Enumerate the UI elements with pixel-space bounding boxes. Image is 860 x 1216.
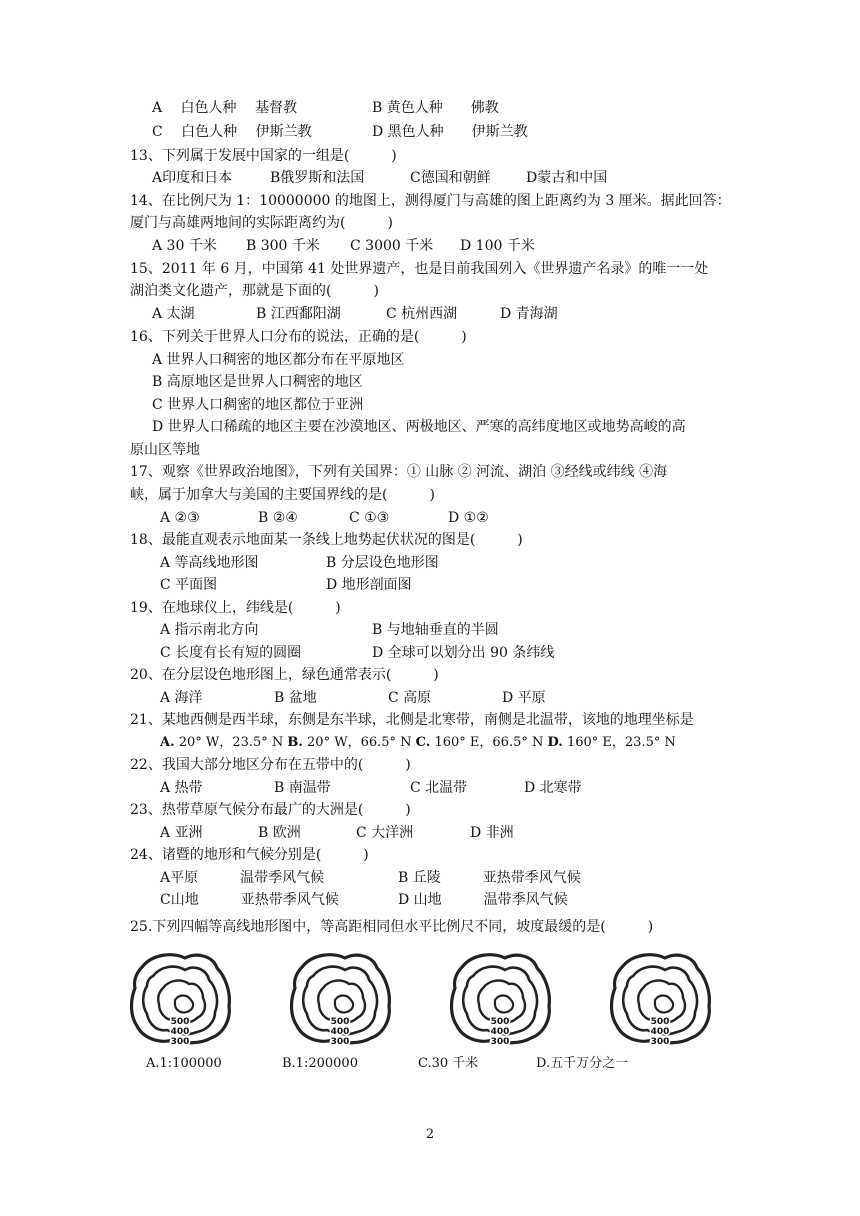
q15-stem-line1: 15、2011 年 6 月，中国第 41 处世界遗产，也是目前我国列入《世界遗产名录》的唯一一处 <box>130 261 709 277</box>
contour-label-400: 400 <box>170 1027 190 1037</box>
q21-option-b: 20° W，66.5° N <box>302 735 412 750</box>
q21-options <box>160 733 676 753</box>
q20-stem: 20、在分层设色地形图上，绿色通常表示( ) <box>130 667 439 683</box>
contour-label-300: 300 <box>170 1037 190 1047</box>
q22-option-c: C 北温带 <box>410 780 468 796</box>
q18-option-c: C 平面图 <box>160 577 218 593</box>
q24-option-c: C山地 亚热带季风气候 <box>160 892 339 908</box>
q12-option-d: D 黑色人种 伊斯兰教 <box>372 124 528 140</box>
q15-stem-line2: 湖泊类文化遗产，那就是下面的( ) <box>130 283 379 299</box>
q19-option-a: A 指示南北方向 <box>160 622 259 638</box>
q25-stem: 25.下列四幅等高线地形图中，等高距相同但水平比例尺不同，坡度最缓的是( ) <box>130 919 654 935</box>
q15-option-b: B 江西鄱阳湖 <box>256 306 341 322</box>
contour-svg <box>605 948 715 1048</box>
q13-option-d: D蒙古和中国 <box>526 170 608 186</box>
contour-label-300: 300 <box>650 1037 670 1047</box>
contour-map-a <box>125 948 235 1048</box>
q19-option-c: C 长度有长有短的圆圈 <box>160 645 302 661</box>
q16-option-b: B 高原地区是世界人口稠密的地区 <box>152 374 363 390</box>
q13-option-c: C德国和朝鲜 <box>410 170 491 186</box>
q21-option-c: 160° E，66.5° N <box>430 735 544 750</box>
q16-option-d-line2: 原山区等地 <box>130 442 200 458</box>
q15-option-d: D 青海湖 <box>500 306 558 322</box>
contour-svg <box>285 948 395 1048</box>
contour-line-4 <box>495 996 513 1013</box>
contour-label-500: 500 <box>650 1017 670 1027</box>
q18-stem: 18、最能直观表示地面某一条线上地势起伏状况的图是( ) <box>130 532 523 548</box>
q21-stem: 21、某地西侧是西半球，东侧是东半球，北侧是北寒带，南侧是北温带，该地的地理坐标是 <box>130 712 694 728</box>
contour-label-400: 400 <box>330 1027 350 1037</box>
page-number: 2 <box>425 1127 435 1142</box>
q15-option-c: C 杭州西湖 <box>386 306 458 322</box>
q13-option-b: B俄罗斯和法国 <box>270 170 365 186</box>
q14-option-d: D 100 千米 <box>460 238 535 254</box>
q16-stem: 16、下列关于世界人口分布的说法，正确的是( ) <box>130 329 467 345</box>
q23-option-b: B 欧洲 <box>258 825 301 841</box>
q23-option-c: C 大洋洲 <box>356 825 414 841</box>
q21-option-a: 20° W，23.5° N <box>174 735 284 750</box>
q25-option-a: A.1:100000 <box>146 1056 222 1071</box>
q21-option-c-letter: C. <box>415 735 431 750</box>
q25-option-d: D.五千万分之一 <box>536 1056 629 1071</box>
q20-option-d: D 平原 <box>502 690 546 706</box>
contour-line-4 <box>655 996 673 1013</box>
q19-stem: 19、在地球仪上，纬线是( ) <box>130 600 341 616</box>
contour-label-400: 400 <box>650 1027 670 1037</box>
q17-option-d: D ①② <box>448 510 489 526</box>
q25-option-c: C.30 千米 <box>418 1056 479 1071</box>
q13-option-a: A印度和日本 <box>152 170 233 186</box>
q14-option-b: B 300 千米 <box>246 238 320 254</box>
q22-option-a: A 热带 <box>160 780 203 796</box>
q19-option-d: D 全球可以划分出 90 条纬线 <box>372 645 555 661</box>
q19-option-b: B 与地轴垂直的半圆 <box>372 622 499 638</box>
q24-option-a: A平原 温带季风气候 <box>160 870 325 886</box>
q17-stem-line1: 17、观察《世界政治地图》，下列有关国界：① 山脉 ② 河流、湖泊 ③经线或纬线 ④海 <box>130 464 668 480</box>
q22-stem: 22、我国大部分地区分布在五带中的( ) <box>130 757 411 773</box>
q23-stem: 23、热带草原气候分布最广的大洲是( ) <box>130 802 411 818</box>
q21-option-a-letter: A. <box>160 735 175 750</box>
q17-option-c: C ①③ <box>349 510 390 526</box>
q21-option-d-letter: D. <box>547 735 563 750</box>
contour-label-500: 500 <box>490 1017 510 1027</box>
q15-option-a: A 太湖 <box>152 306 195 322</box>
contour-svg <box>445 948 555 1048</box>
q22-option-d: D 北寒带 <box>524 780 582 796</box>
q23-option-a: A 亚洲 <box>160 825 203 841</box>
q25-option-b: B.1:200000 <box>282 1056 358 1071</box>
contour-maps <box>125 948 745 1048</box>
contour-label-300: 300 <box>330 1037 350 1047</box>
q12-option-c: C 白色人种 伊斯兰教 <box>152 124 312 140</box>
q13-stem: 13、下列属于发展中国家的一组是( ) <box>130 148 397 164</box>
q20-option-a: A 海洋 <box>160 690 203 706</box>
q22-option-b: B 南温带 <box>274 780 331 796</box>
q16-option-a: A 世界人口稠密的地区都分布在平原地区 <box>152 352 405 368</box>
contour-map-d <box>605 948 715 1048</box>
contour-label-500: 500 <box>170 1017 190 1027</box>
contour-map-b <box>285 948 395 1048</box>
q12-option-b: B 黄色人种 佛教 <box>372 100 499 116</box>
q24-option-b: B 丘陵 亚热带季风气候 <box>398 870 581 886</box>
q21-option-d: 160° E，23.5° N <box>562 735 676 750</box>
q14-stem-line1: 14、在比例尺为 1：10000000 的地图上，测得厦门与高雄的图上距离约为 3 厘米。据此回答： <box>130 193 731 209</box>
q14-option-c: C 3000 千米 <box>350 238 434 254</box>
q20-option-b: B 盆地 <box>274 690 317 706</box>
q14-stem-line2: 厦门与高雄两地间的实际距离约为( ) <box>130 215 393 231</box>
q17-option-a: A ②③ <box>160 510 200 526</box>
q24-option-d: D 山地 温带季风气候 <box>398 892 568 908</box>
contour-line-4 <box>335 996 353 1013</box>
q14-option-a: A 30 千米 <box>152 238 217 254</box>
q16-option-d-line1: D 世界人口稀疏的地区主要在沙漠地区、两极地区、严寒的高纬度地区或地势高峻的高 <box>152 419 686 435</box>
q20-option-c: C 高原 <box>388 690 432 706</box>
q12-option-a: A 白色人种 基督教 <box>152 100 298 116</box>
contour-map-c <box>445 948 555 1048</box>
contour-label-300: 300 <box>490 1037 510 1047</box>
contour-line-4 <box>175 996 193 1013</box>
q16-option-c: C 世界人口稠密的地区都位于亚洲 <box>152 397 364 413</box>
q18-option-d: D 地形剖面图 <box>326 577 412 593</box>
q17-option-b: B ②④ <box>258 510 298 526</box>
q18-option-b: B 分层设色地形图 <box>326 555 439 571</box>
contour-label-500: 500 <box>330 1017 350 1027</box>
q18-option-a: A 等高线地形图 <box>160 555 259 571</box>
q17-stem-line2: 峡，属于加拿大与美国的主要国界线的是( ) <box>130 487 435 503</box>
contour-label-400: 400 <box>490 1027 510 1037</box>
q24-stem: 24、诸暨的地形和气候分别是( ) <box>130 847 369 863</box>
q21-option-b-letter: B. <box>287 735 303 750</box>
q23-option-d: D 非洲 <box>470 825 514 841</box>
contour-svg <box>125 948 235 1048</box>
